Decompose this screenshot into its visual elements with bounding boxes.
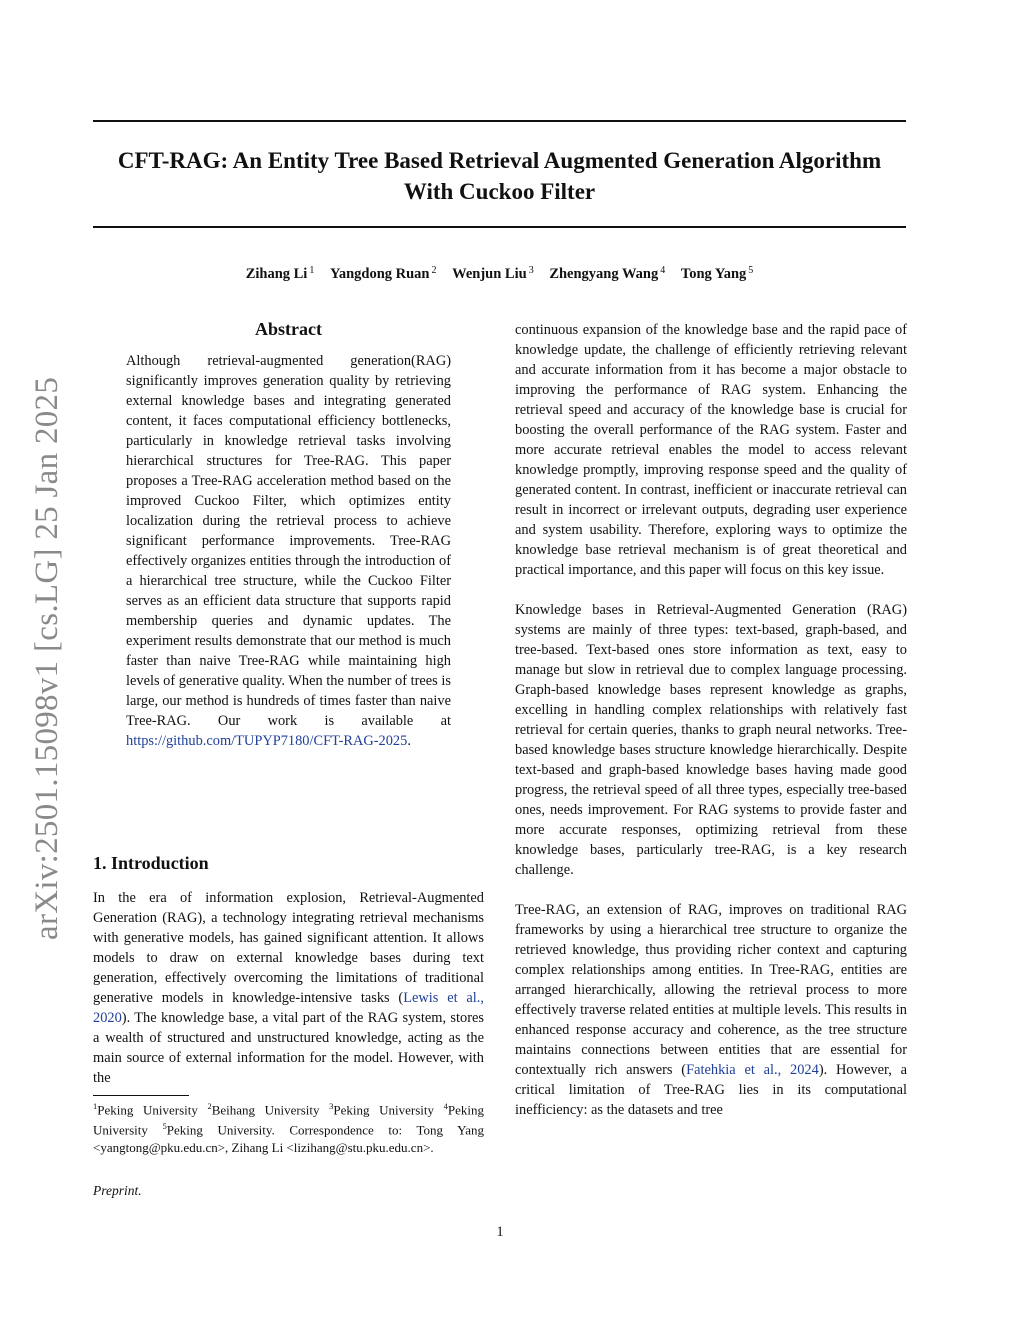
paper-title-line-2: With Cuckoo Filter: [403, 179, 596, 204]
paragraph: Tree-RAG, an extension of RAG, improves on traditional RAG frameworks by using a hierarchical tree structure to organize the retrieved knowledge, thus providing richer context and capturing complex relationships among entities. In Tree-RAG, entities are arranged hierarchically, allowing the retrieval process to more effectively traverse related entities at multiple levels. This results in enhanced response accuracy and coherence, as the tree structure maintains connections between entities that are essential for contextually rich answers (Fatehkia et al., 2024). However, a critical limitation of Tree-RAG lies in its computational inefficiency: as the datasets and tree: [515, 902, 907, 1118]
author: Tong Yang $^5$: [680, 265, 754, 282]
citation-link[interactable]: Lewis et al., 2020: [93, 990, 484, 1026]
title-bottom-rule: [93, 226, 906, 228]
affiliation-footnote: $^1$Peking University $^2$Beihang University $^3$Peking University $^4$Peking University $^5$Peking University. Correspondence to: Tong Yang <yangtong@pku.edu.cn>, Zihang Li <lizihang@stu.pku.edu.cn>.: [93, 1101, 484, 1155]
abstract-text: Although retrieval-augmented generation(RAG) significantly improves generation quality by retrieving external knowledge bases and integrating generated content, it faces computational efficiency bottlenecks, particularly in knowledge retrieval tasks involving hierarchical structures for Tree-RAG. This paper proposes a Tree-RAG acceleration method based on the improved Cuckoo Filter, which optimizes entity localization during the retrieval process to achieve significant performance improvements. Tree-RAG effectively organizes entities through the introduction of a hierarchical tree structure, while the Cuckoo Filter serves as an efficient data structure that supports rapid membership queries and dynamic updates. The experiment results demonstrate that our method is much faster than naive Tree-RAG while maintaining high levels of generative quality. When the number of trees is large, our method is hundreds of times faster than naive Tree-RAG. Our work is available at https://github.com/TUPYP7180/CFT-RAG-2025.: [126, 353, 451, 749]
citation-link[interactable]: Fatehkia et al., 2024: [686, 1062, 819, 1078]
introduction-text: In the era of information explosion, Retrieval-Augmented Generation (RAG), a technology integrating retrieval mechanisms with generative models, has gained significant attention. It allows models to draw on external knowledge bases during text generation, effectively overcoming the limitations of traditional generative models in knowledge-intensive tasks (Lewis et al., 2020). The knowledge base, a vital part of the RAG system, stores a wealth of structured and unstructured knowledge, acting as the main source of external information for the model. However, with the: [93, 890, 484, 1086]
arxiv-identifier: arXiv:2501.15098v1 [cs.LG] 25 Jan 2025: [29, 376, 65, 940]
title-top-rule: [93, 120, 906, 122]
paragraph: continuous expansion of the knowledge base and the rapid pace of knowledge update, the challenge of efficiently retrieving relevant and accurate information from it has become a major obstacle to improving the performance of RAG system. Enhancing the retrieval speed and accuracy of the knowledge base is crucial for boosting the overall performance of the RAG system. Faster and more accurate retrieval enables the model to access relevant knowledge promptly, improving response speed and the quality of generated content. In contrast, inefficient or inaccurate retrieval can result in incorrect or irrelevant outputs, degrading user experience and system usability. Therefore, exploring ways to optimize the knowledge base retrieval mechanism is of great theoretical and practical importance, and this paper will focus on this key issue.: [515, 322, 907, 578]
author: Zhengyang Wang $^4$: [549, 265, 666, 282]
github-link[interactable]: https://github.com/TUPYP7180/CFT-RAG-2025: [126, 733, 408, 749]
page-number: 1: [496, 1224, 504, 1240]
introduction-heading: 1. Introduction: [93, 853, 209, 873]
abstract-heading: Abstract: [255, 319, 322, 339]
paper-title-line-1: CFT-RAG: An Entity Tree Based Retrieval Augmented Generation Algorithm: [117, 148, 882, 173]
author: Wenjun Liu $^3$: [452, 265, 534, 282]
author-list: [93, 261, 906, 284]
footnote-rule: [93, 1095, 189, 1096]
right-column: [515, 320, 907, 1140]
paper-title: [93, 145, 906, 207]
preprint-label: Preprint.: [93, 1183, 142, 1198]
author: Zihang Li $^1$: [245, 265, 315, 282]
paragraph: Knowledge bases in Retrieval-Augmented Generation (RAG) systems are mainly of three types: text-based, graph-based, and tree-based. Text-based ones store information as text, easy to manage but slow in retrieval due to complex language processing. Graph-based knowledge bases represent knowledge as graphs, excelling in handling complex relationships with relatively fast retrieval for certain queries, thanks to graph neural networks. Tree-based knowledge bases structure knowledge hierarchically. Despite text-based and graph-based knowledge bases having made good progress, the retrieval speed of all three types, especially tree-based ones, needs improvement. For RAG systems to provide faster and more accurate responses, optimizing retrieval from these knowledge bases, particularly tree-RAG, is a key research challenge.: [515, 602, 907, 878]
author: Yangdong Ruan $^2$: [329, 265, 437, 282]
